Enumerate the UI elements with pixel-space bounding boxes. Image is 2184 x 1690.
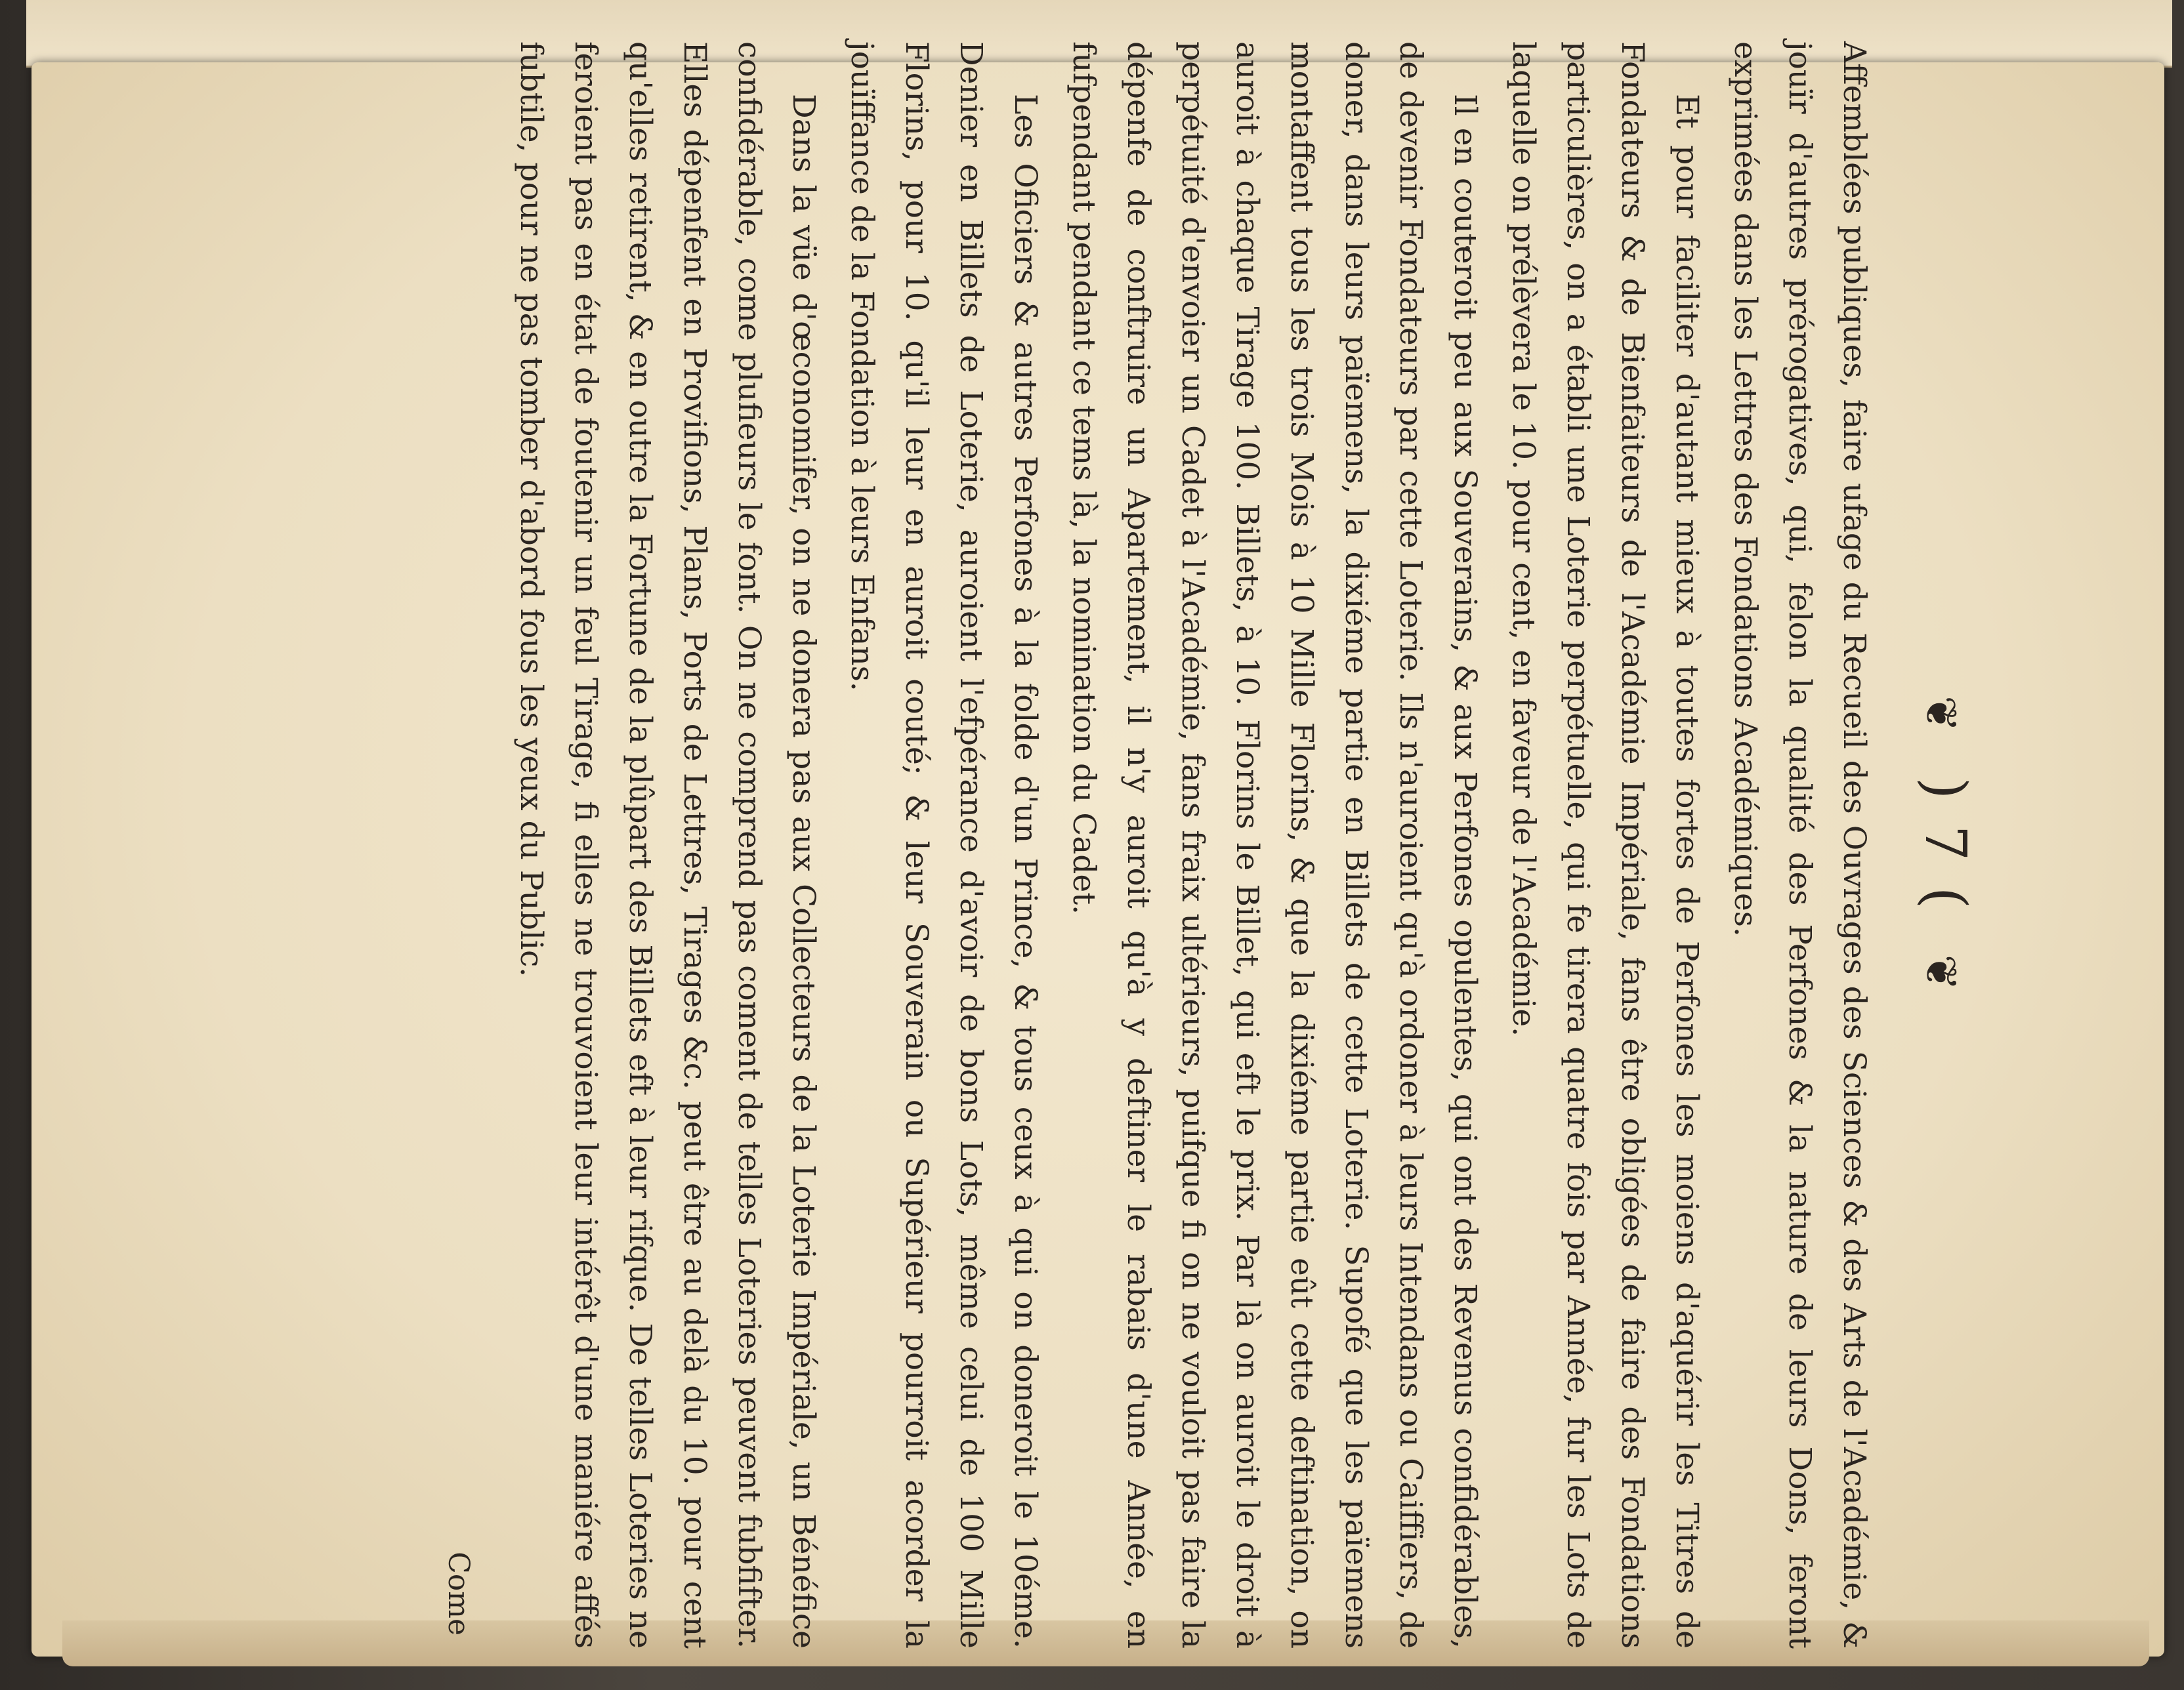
catchword: Come (442, 1552, 475, 1636)
paragraph: Il en couteroit peu aux Souverains, & aux Perfones opulentes, qui ont des Revenus confidérables, de devenir Fondateurs par cette Loterie. Ils n'auroient qu'à ordoner à leurs Intendans ou Caiffiers, de doner, dans leurs païemens, la dixiéme partie en Billets de cette Loterie. Supofé que les païemens montaffent tous les trois Mois à 10 Mille Florins, & que la dixiéme partie eût cette deftination, on auroit à chaque Tirage 100. Billets, à 10. Florins le Billet, qui eft le prix. Par là on auroit le droit à perpétuité d'envoier un Cadet à l'Académie, fans fraix ultérieurs, puifque fi on ne vouloit pas faire la dépenfe de conftruire un Apartement, il n'y auroit qu'à y deftiner le rabais d'une Année, en fufpendant pendant ce tems là, la nomination du Cadet. (1066, 41, 1483, 1649)
paragraph: Les Oficiers & autres Perfones à la folde d'un Prince, & tous ceux à qui on doneroit le 10éme. Denier en Billets de Loterie, auroient l'efpérance d'avoir de bons Lots, même celui de 100 Mille Florins, pour 10. qu'il leur en auroit couté; & leur Souverain ou Supérieur pourroit acorder la jouïffance de la Fondation à leurs Enfans. (844, 41, 1043, 1649)
fleuron-right-icon: ❦ (1916, 954, 1966, 995)
page-text-block (206, 41, 1978, 1649)
fleuron-left-icon: ❦ (1916, 695, 1966, 736)
header-bracket-left: ) (1912, 777, 1978, 804)
paragraph: Et pour faciliter d'autant mieux à toutes fortes de Perfones les moiens d'aquérir les Titres de Fondateurs & de Bienfaiteurs de l'Académie Impériale, fans être obligées de faire des Fondations particulières, on a établi une Loterie perpétuelle, qui fe tirera quatre fois par Année, fur les Lots de laquelle on prélèvera le 10. pour cent, en faveur de l'Académie. (1505, 41, 1705, 1649)
paragraph: Affemblées publiques, faire ufage du Recueil des Ouvrages des Sciences & des Arts de l'Académie, & jouïr d'autres prérogatives, qui, felon la qualité des Perfones & la nature de leurs Dons, feront exprimées dans les Lettres des Fondations Académiques. (1727, 41, 1872, 1649)
page-header (1908, 41, 1978, 1649)
paragraph: Dans la vüe d'œconomifer, on ne donera pas aux Collecteurs de la Loterie Impériale, un Bénéfice confidérable, come plufieurs le font. On ne comprend pas coment de telles Loteries peuvent fubfifter. Elles dépenfent en Provifions, Plans, Ports de Lettres, Tirages &c. peut être au delà du 10. pour cent qu'elles retirent, & en outre la Fortune de la plûpart des Billets eft à leur rifque. De telles Loteries ne feroient pas en état de foutenir un feul Tirage, fi elles ne trouvoient leur intérêt d'une maniére affés fubtile, pour ne pas tomber d'abord fous les yeux du Public. (513, 41, 822, 1649)
header-bracket-right: ( (1912, 886, 1978, 913)
page-number: 7 (1912, 825, 1978, 865)
